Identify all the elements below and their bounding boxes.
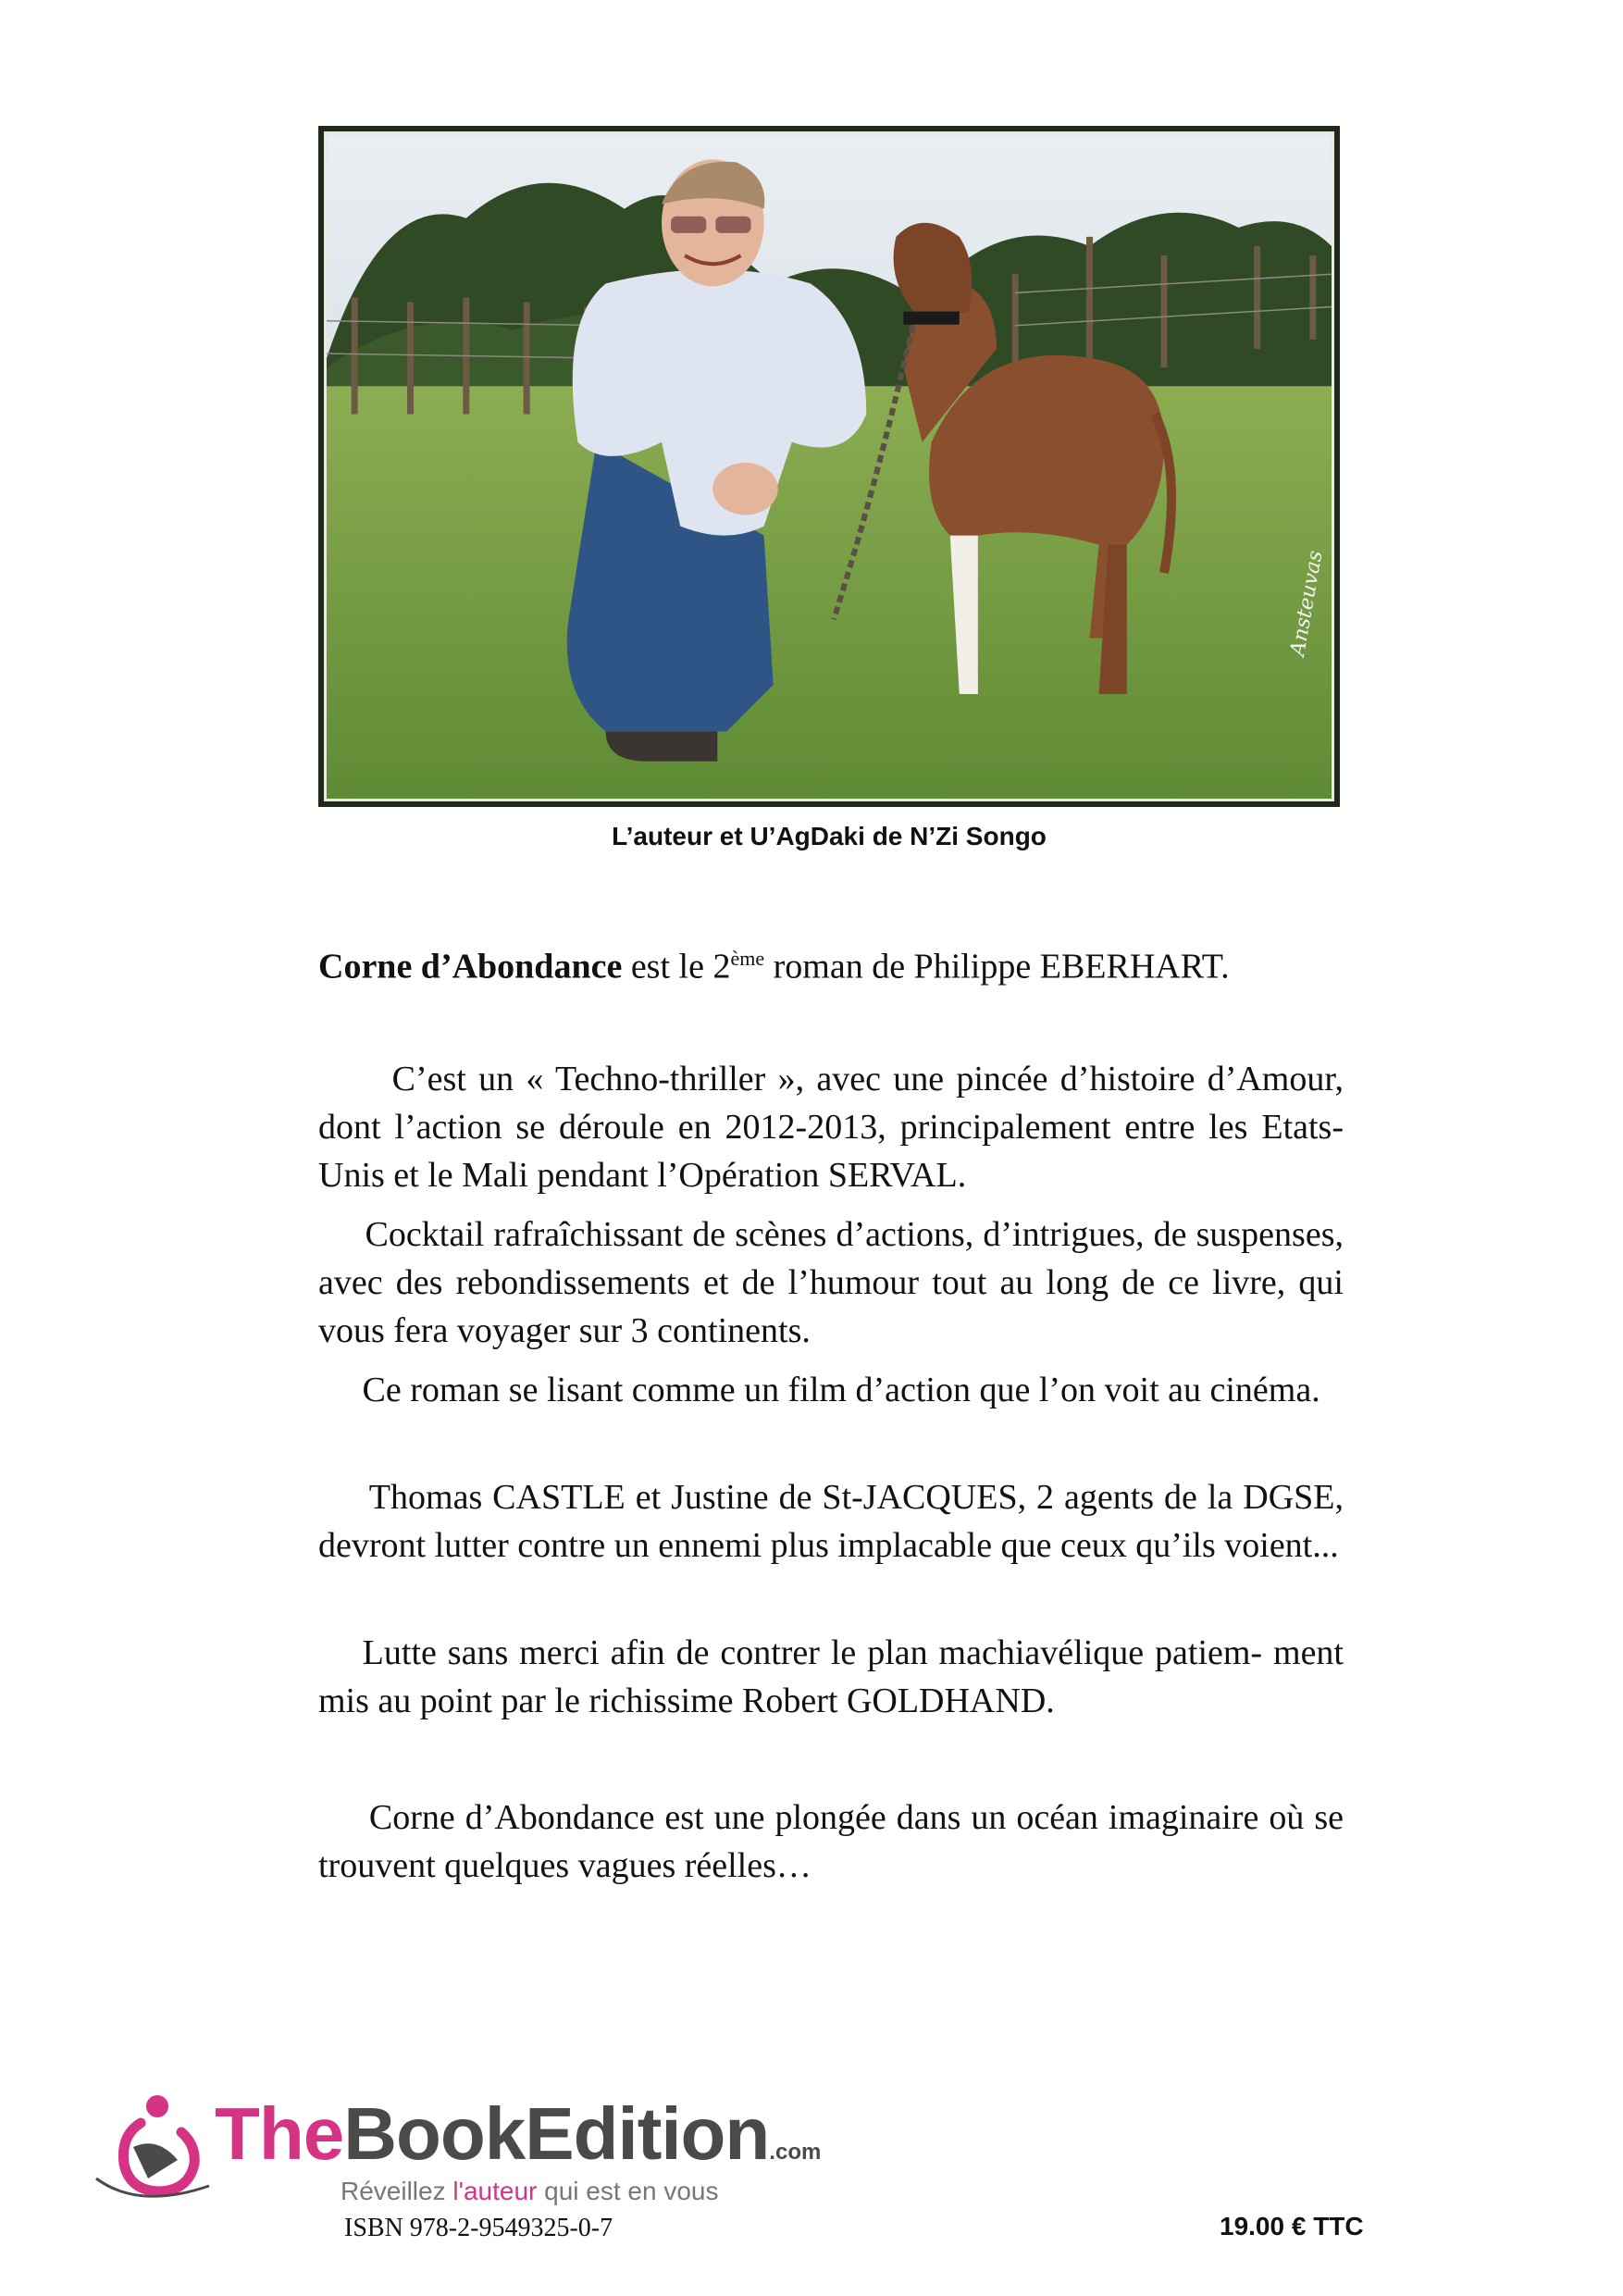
tagline-post: qui est en vous	[537, 2177, 719, 2205]
tagline-pre: Réveillez	[341, 2177, 453, 2205]
paragraph-lutte: Lutte sans merci afin de contrer le plan machiavélique patiem- ment mis au point par le richissime Robert GOLDHAND.	[318, 1633, 1344, 1720]
isbn: ISBN 978-2-9549325-0-7	[344, 2214, 613, 2242]
paragraph-agents: Thomas CASTLE et Justine de St-JACQUES, 2 agents de la DGSE, devront lutter contre un ennemi plus implacable que ceux qu’ils voient...	[318, 1478, 1344, 1565]
paragraph-cocktail: Cocktail rafraîchissant de scènes d’actions, d’intrigues, de suspenses, avec des rebondissements et de l’humour tout au long de ce livre, qui vous fera voyager sur 3 continents.	[318, 1215, 1344, 1350]
book-title: Corne d’Abondance	[318, 947, 623, 987]
author-photo	[318, 126, 1340, 807]
wordmark-bookedition: BookEdition	[343, 2092, 770, 2175]
paragraph-conclusion: Corne d’Abondance est une plongée dans un océan imaginaire où se trouvent quelques vagues réelles…	[318, 1798, 1344, 1885]
tagline-highlight: l'auteur	[452, 2177, 538, 2205]
intro-line	[318, 935, 1355, 991]
wordmark-the: The	[215, 2092, 344, 2175]
wordmark-com: .com	[769, 2140, 822, 2165]
photo-signature: Ansteuvas	[1285, 548, 1328, 658]
intro-text-2: roman de Philippe EBERHART.	[764, 947, 1230, 987]
publisher-wordmark	[215, 2092, 822, 2190]
paragraph-roman: Ce roman se lisant comme un film d’action que l’on voit au cinéma.	[318, 1371, 1320, 1409]
intro-superscript: ème	[730, 947, 765, 970]
photo-caption: L’auteur et U’AgDaki de N’Zi Songo	[612, 822, 1047, 850]
intro-text-1: est le 2	[622, 947, 731, 987]
publisher-tagline	[341, 2177, 718, 2206]
paragraph-techno-thriller: C’est un « Techno-thriller », avec une pincée d’histoire d’Amour, dont l’action se déroule en 2012-2013, principalement entre les Etats-Unis et le Mali pendant l’Opération SERVAL.	[318, 1060, 1344, 1195]
author-photo-image	[324, 131, 1334, 801]
price: 19.00 € TTC	[1220, 2212, 1364, 2240]
photo-illustration	[327, 134, 1332, 799]
publisher-logo-icon	[93, 2090, 215, 2210]
